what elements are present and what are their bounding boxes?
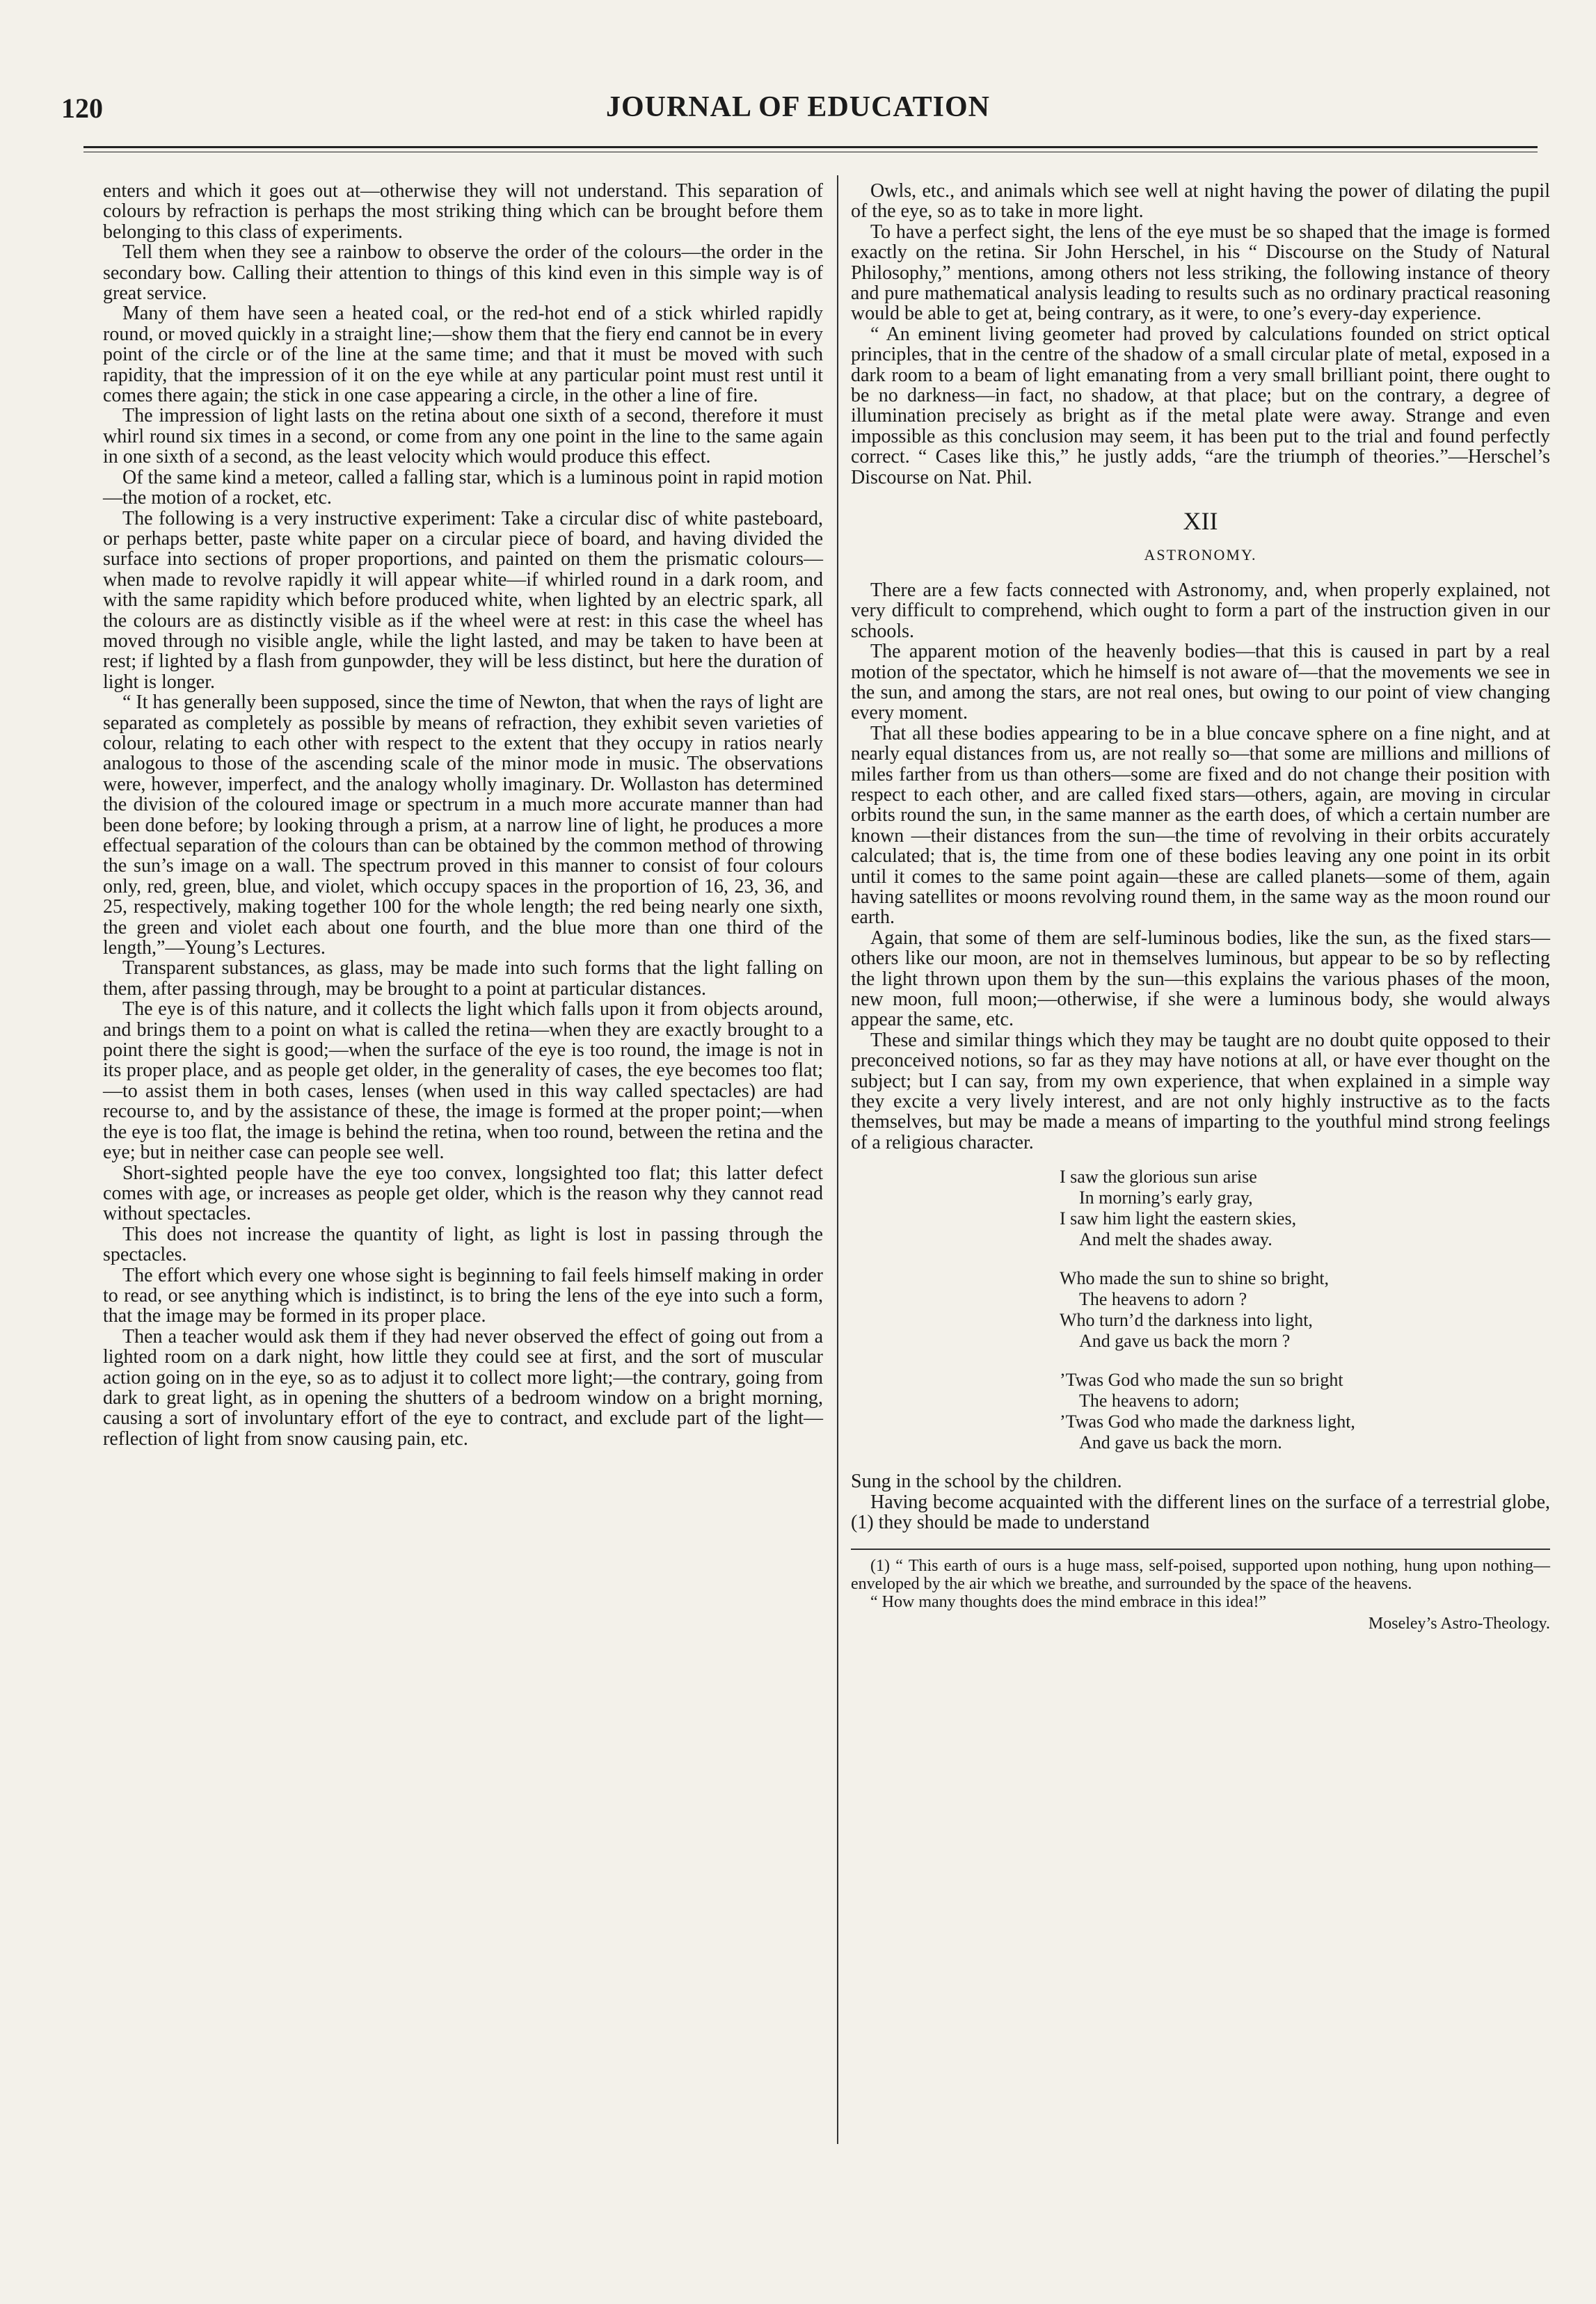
paragraph: “ An eminent living geometer had proved by calculations founded on strict optical principles, that in the centre of the shadow of a small circular plate of metal, exposed in a dark room to a beam of light emanating from a very small brilliant point, there ought to be no darkness—in fact, no shadow, at that place; but on the contrary, a degree of illumination precisely as bright as if the metal plate were away. Strange and even impossible as this conclusion may seem, it has been put to the trial and found perfectly correct. “ Cases like this,” he justly adds, “are the triumph of theories.”—Herschel’s Discourse on Nat. Phil. — [851, 323, 1550, 488]
paragraph: Sung in the school by the children. — [851, 1471, 1122, 1493]
header-rule — [83, 146, 1538, 148]
paragraph: Many of them have seen a heated coal, or the red-hot end of a stick whirled rapidly round, or moved quickly in a straight line;—show them that the fiery end cannot be in every point of the circle or of the line at the same time; and that it must be moved with such rapidity, that the impression of it on the eye while at any particular point must rest until it comes there again; the stick in one case appearing a circle, in the other a line of fire. — [103, 303, 823, 407]
footnote-quote: “ How many thoughts does the mind embrace in this idea!” — [870, 1592, 1267, 1611]
paragraph: That all these bodies appearing to be in a blue concave sphere on a fine night, and at nearly equal distances from us, are not really so—that some are millions and millions of miles farther from us than others—some are fixed and do not change their position with respect to each other, and are called fixed stars—others, again, are moving in circular orbits round the sun, in the same manner as the earth does, of which a certain number are known —their distances from the sun—the time of revolving in their orbits accurately calculated; that is, the time from one of these bodies leaving any one point in its orbit until it comes to the same point again—these are called planets—some of them, again having satellites or moons revolving round them, in the same way as the moon round our earth. — [851, 722, 1550, 929]
poem-line: The heavens to adorn ? — [1079, 1289, 1247, 1310]
paragraph: There are a few facts connected with Astronomy, and, when properly explained, not very difficult to comprehend, which ought to form a part of the instruction given in our schools. — [851, 579, 1550, 642]
poem-line: And gave us back the morn. — [1079, 1432, 1282, 1453]
left-column — [103, 181, 823, 1449]
section-title: ASTRONOMY. — [1144, 545, 1257, 563]
poem-line: Who turn’d the darkness into light, — [1060, 1310, 1313, 1331]
paragraph: The eye is of this nature, and it collects the light which falls upon it from objects around, and brings them to a point on what is called the retina—when they are exactly brought to a point there the sight is good;—when the surface of the eye is too round, the image is not in its proper place, and as people get older, in the generality of cases, the eye becomes too flat;—to assist them in both cases, lenses (when used in this way called spectacles) are had recourse to, and by the assistance of these, the image is formed at the proper point;—when the eye is too flat, the image is behind the retina, when too round, between the retina and the eye; but in neither case can people see well. — [103, 998, 823, 1164]
paragraph: Having become acquainted with the different lines on the surface of a terrestrial globe, (1) they should be made to understand — [851, 1491, 1550, 1534]
hymn-poem — [1060, 1167, 1550, 1453]
footnote-rule — [851, 1549, 1550, 1550]
paragraph: Tell them when they see a rainbow to observe the order of the colours—the order in the secondary bow. Calling their attention to things of this kind even in this simple way is of great service. — [103, 241, 823, 305]
poem-line: ’Twas God who made the darkness light, — [1060, 1411, 1355, 1432]
paragraph: The following is a very instructive experiment: Take a circular disc of white pasteboard, or perhaps better, paste white paper on a circular piece of board, and having divided the surface into sections of proper proportions, and painted on them the prismatic colours—when made to revolve rapidly it will appear white—if whirled round in a dark room, and with the same rapidity which before produced white, when lighted by an electric spark, all the colours are as distinctly visible as if the wheel were at rest: in this case the wheel has moved through no visible angle, while the light lasted, and may be taken to have been at rest; if lighted by a flash from gunpowder, they will be less distinct, but here the duration of light is longer. — [103, 507, 823, 693]
footnote-citation: Moseley’s Astro-Theology. — [1368, 1614, 1550, 1633]
poem-line: And gave us back the morn ? — [1079, 1331, 1291, 1352]
poem-line: In morning’s early gray, — [1079, 1187, 1253, 1208]
poem-line: And melt the shades away. — [1079, 1229, 1272, 1250]
paragraph: Again, that some of them are self-luminous bodies, like the sun, as the fixed stars—others like our moon, are not in themselves luminous, but appear to be so by reflecting the light thrown upon them by the sun—this explains the various phases of the moon, new moon, full moon;—otherwise, if she were a luminous body, she would always appear the same, etc. — [851, 927, 1550, 1031]
paragraph: Of the same kind a meteor, called a falling star, which is a luminous point in rapid motion—the motion of a rocket, etc. — [103, 466, 823, 509]
poem-line: ’Twas God who made the sun so bright — [1060, 1370, 1343, 1391]
poem-stanza — [1060, 1268, 1550, 1352]
column-divider — [837, 175, 838, 2144]
poem-line: I saw him light the eastern skies, — [1060, 1208, 1297, 1229]
poem-line: The heavens to adorn; — [1079, 1391, 1240, 1411]
poem-stanza — [1060, 1167, 1550, 1250]
poem-stanza — [1060, 1370, 1550, 1453]
page-number: 120 — [61, 93, 103, 124]
paragraph: The apparent motion of the heavenly bodies—that this is caused in part by a real motion of the spectator, which he himself is not aware of—that the movements we see in the sun, and among the stars, are not real ones, but owing to our point of view changing every moment. — [851, 641, 1550, 724]
paragraph: These and similar things which they may be taught are no doubt quite opposed to their preconceived notions, so far as they may have notions at all, or have ever thought on the subject; but I can say, from my own experience, that when explained in a simple way they excite a very lively interest, and are not only highly instructive as to the facts themselves, but may be made a means of imparting to the youthful mind strong feelings of a religious character. — [851, 1029, 1550, 1153]
section-number: XII — [1183, 507, 1218, 536]
paragraph: “ It has generally been supposed, since the time of Newton, that when the rays of light are separated as completely as possible by means of refraction, they exhibit seven varieties of colour, relating to each other with respect to the extent that they occupy in ratios nearly analogous to those of the ascending scale of the minor mode in music. The observations were, however, imperfect, and the analogy wholly imaginary. Dr. Wollaston has determined the division of the coloured image or spectrum in a much more accurate manner than had been done before; by looking through a prism, at a narrow line of light, he produces a more effectual separation of the colours than can be obtained by the common method of throwing the sun’s image on a wall. The spectrum proved in this manner to consist of four colours only, red, green, blue, and violet, which occupy spaces in the proportion of 16, 23, 36, and 25, respectively, making together 100 for the whole length; the red being nearly one sixth, the green and violet each about one fourth, and the blue more than one third of the length,”—Young’s Lectures. — [103, 691, 823, 959]
paragraph: This does not increase the quantity of light, as light is lost in passing through the spectacles. — [103, 1223, 823, 1266]
paragraph: Then a teacher would ask them if they had never observed the effect of going out from a lighted room on a dark night, how little they could see at first, and the sort of muscular action going on in the eye, so as to adjust it to collect more light;—the contrary, going from dark to great light, as in opening the shutters of a bedroom window on a bright morning, causing a sort of involuntary effort of the eye to contract, and exclude part of the light—reflection of light from snow causing pain, etc. — [103, 1325, 823, 1450]
paragraph: The effort which every one whose sight is beginning to fail feels himself making in order to read, or see anything which is indistinct, is to bring the lens of the eye into such a form, that the image may be formed in its proper place. — [103, 1264, 823, 1327]
footnote: (1) “ This earth of ours is a huge mass, self-poised, supported upon nothing, hung upon nothing—enveloped by the air which we breathe, and surrounded by the space of the heavens. — [851, 1556, 1550, 1593]
paragraph: The impression of light lasts on the retina about one sixth of a second, therefore it must whirl round six times in a second, or come from any one point in the line to the same again in one sixth of a second, as the least velocity which would produce this effect. — [103, 405, 823, 468]
paragraph: To have a perfect sight, the lens of the eye must be so shaped that the image is formed exactly on the retina. Sir John Herschel, in his “ Discourse on the Study of Natural Philosophy,” mentions, among others not less striking, the following instance of theory and pure mathematical analysis leading to results such as no ordinary practical reasoning would be able to get at, being contrary, as it were, to one’s every-day experience. — [851, 221, 1550, 325]
poem-line: Who made the sun to shine so bright, — [1060, 1268, 1330, 1289]
paragraph: Short-sighted people have the eye too convex, longsighted too flat; this latter defect comes with age, or increases as people get older, which is the reason why they cannot read without spectacles. — [103, 1162, 823, 1225]
poem-line: I saw the glorious sun arise — [1060, 1167, 1257, 1187]
paragraph: Owls, etc., and animals which see well at night having the power of dilating the pupil of the eye, so as to take in more light. — [851, 180, 1550, 223]
right-column — [851, 181, 1550, 1634]
paragraph: Transparent substances, as glass, may be made into such forms that the light falling on them, after passing through, may be brought to a point at particular distances. — [103, 957, 823, 1000]
paragraph: enters and which it goes out at—otherwise they will not understand. This separation of colours by refraction is perhaps the most striking thing which can be brought before them belonging to this class of experiments. — [103, 180, 823, 243]
running-head: JOURNAL OF EDUCATION — [605, 91, 991, 123]
